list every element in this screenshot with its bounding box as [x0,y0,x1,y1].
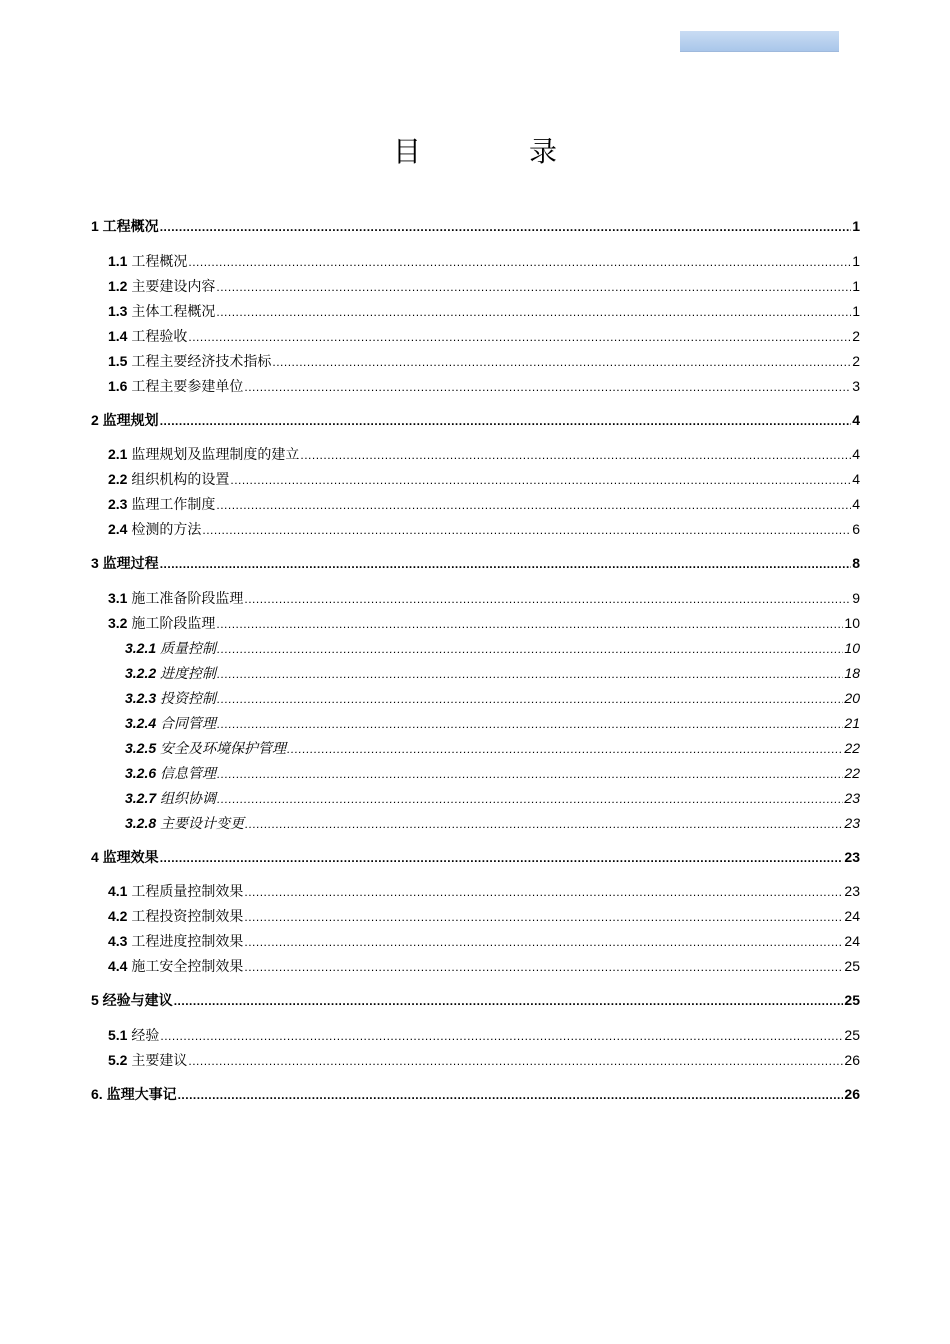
toc-entry-label [125,789,216,807]
toc-entry-text: 经验与建议 [98,992,173,1008]
toc-dot-leader [217,789,843,808]
toc-entry-text: 监理规划及监理制度的建立 [127,446,300,462]
toc-entry-text: 质量控制 [156,640,217,656]
toc-dot-leader [244,377,851,396]
toc-entry[interactable] [108,252,860,271]
toc-entry-label [108,1026,159,1044]
toc-entry-page-number: 24 [844,933,860,949]
toc-entry-page-number: 4 [852,496,860,512]
toc-dot-leader [244,957,843,976]
toc-entry-number: 3.2 [108,615,128,631]
toc-entry-number: 4.4 [108,958,128,974]
toc-entry-page-number: 25 [844,958,860,974]
toc-entry-label [108,1051,187,1069]
toc-dot-leader [272,352,851,371]
toc-entry-label [125,764,216,782]
toc-dot-leader [217,689,843,708]
toc-entry[interactable] [108,932,860,951]
toc-entry[interactable] [108,277,860,296]
toc-entry[interactable] [108,882,860,901]
toc-entry-number: 1.1 [108,253,128,269]
toc-entry-page-number: 10 [844,615,860,631]
toc-entry[interactable] [125,714,860,733]
toc-dot-leader [245,814,843,833]
toc-dot-leader [174,991,844,1010]
toc-entry[interactable] [91,411,860,430]
toc-entry-text: 主要建议 [127,1052,188,1068]
toc-entry-page-number: 1 [852,218,860,234]
toc-entry-text: 信息管理 [156,765,217,781]
toc-entry-number: 1.2 [108,278,128,294]
toc-entry-page-number: 1 [852,253,860,269]
toc-entry[interactable] [91,554,860,573]
toc-entry[interactable] [125,639,860,658]
toc-entry[interactable] [108,302,860,321]
toc-entry-label [108,470,229,488]
toc-entry[interactable] [108,1026,860,1045]
toc-entry-number: 4 [91,849,99,865]
toc-entry-number: 3.2.4 [125,715,157,731]
toc-entry-number: 1.5 [108,353,128,369]
toc-entry-number: 3.1 [108,590,128,606]
toc-entry-text: 施工安全控制效果 [127,958,244,974]
toc-entry[interactable] [125,739,860,758]
toc-entry-text: 安全及环境保护管理 [156,740,287,756]
toc-entry-text: 主要设计变更 [156,815,245,831]
toc-entry-page-number: 4 [852,471,860,487]
toc-entry[interactable] [125,814,860,833]
toc-entry-label [108,352,271,370]
toc-dot-leader [216,495,851,514]
toc-entry-number: 3.2.8 [125,815,157,831]
toc-dot-leader [217,639,843,658]
toc-entry[interactable] [108,520,860,539]
toc-dot-leader [244,907,843,926]
toc-entry-label [108,445,299,463]
toc-entry[interactable] [108,495,860,514]
toc-entry-label [108,614,215,632]
toc-entry[interactable] [108,470,860,489]
toc-entry-page-number: 1 [852,303,860,319]
toc-dot-leader [216,614,843,633]
toc-entry-number: 1.4 [108,328,128,344]
toc-entry-text: 工程主要参建单位 [127,378,244,394]
toc-dot-leader [160,411,852,430]
toc-entry-text: 合同管理 [156,715,217,731]
toc-dot-leader [160,217,852,236]
toc-entry-label [108,495,215,513]
toc-entry-text: 工程主要经济技术指标 [127,353,272,369]
toc-entry-number: 4.2 [108,908,128,924]
toc-entry[interactable] [91,1085,860,1104]
toc-entry-page-number: 8 [852,555,860,571]
toc-entry-text: 组织机构的设置 [127,471,230,487]
toc-entry-number: 1.3 [108,303,128,319]
toc-entry-label [108,327,187,345]
toc-entry-number: 5.2 [108,1052,128,1068]
toc-entry[interactable] [108,445,860,464]
toc-entry-page-number: 21 [844,715,860,731]
toc-entry-number: 1 [91,218,99,234]
toc-entry-number: 2.4 [108,521,128,537]
toc-entry-label [91,848,159,866]
toc-entry-number: 3.2.5 [125,740,157,756]
toc-entry-text: 监理规划 [98,412,159,428]
toc-entry-label [125,689,216,707]
toc-entry-page-number: 2 [852,328,860,344]
toc-entry-number: 1.6 [108,378,128,394]
toc-entry-label [108,907,243,925]
toc-entry-number: 2.2 [108,471,128,487]
toc-entry[interactable] [108,377,860,396]
toc-entry-text: 主要建设内容 [127,278,216,294]
page-title: 目 录 [392,135,597,168]
toc-entry-text: 进度控制 [156,665,217,681]
toc-dot-leader [188,327,851,346]
toc-entry-page-number: 4 [852,412,860,428]
toc-entry-number: 3.2.7 [125,790,157,806]
toc-entry-text: 经验 [127,1027,160,1043]
toc-entry-number: 5 [91,992,99,1008]
toc-entry-number: 2.3 [108,496,128,512]
toc-dot-leader [178,1085,844,1104]
toc-entry-label [125,739,286,757]
toc-entry[interactable] [91,848,860,867]
toc-entry-page-number: 22 [844,765,860,781]
toc-entry-label [108,957,243,975]
toc-entry-text: 监理过程 [98,555,159,571]
toc-entry-text: 施工准备阶段监理 [127,590,244,606]
toc-entry-page-number: 23 [844,849,860,865]
toc-entry[interactable] [125,789,860,808]
toc-entry-page-number: 20 [844,690,860,706]
toc-entry-label [108,277,215,295]
toc-entry-page-number: 18 [844,665,860,681]
toc-dot-leader [216,302,851,321]
toc-entry-page-number: 25 [844,1027,860,1043]
toc-entry-number: 5.1 [108,1027,128,1043]
toc-entry-label [108,520,201,538]
toc-entry-text: 监理效果 [98,849,159,865]
toc-entry-label [91,217,159,235]
toc-entry-text: 主体工程概况 [127,303,216,319]
toc-entry-label [125,664,216,682]
toc-entry-text: 检测的方法 [127,521,202,537]
toc-entry-text: 工程概况 [127,253,188,269]
toc-entry-text: 工程验收 [127,328,188,344]
toc-entry-label [108,882,243,900]
toc-dot-leader [217,764,843,783]
toc-entry-text: 工程概况 [98,218,159,234]
toc-entry-label [91,411,159,429]
toc-entry-page-number: 4 [852,446,860,462]
toc-dot-leader [160,554,852,573]
toc-entry[interactable] [108,589,860,608]
toc-entry-number: 4.1 [108,883,128,899]
toc-entry-page-number: 24 [844,908,860,924]
toc-entry[interactable] [125,689,860,708]
toc-entry-number: 3.2.3 [125,690,157,706]
toc-entry-number: 2 [91,412,99,428]
toc-entry-number: 3.2.1 [125,640,157,656]
toc-entry-text: 监理工作制度 [127,496,216,512]
toc-entry-label [108,252,187,270]
toc-entry-label [108,302,215,320]
toc-entry-page-number: 25 [844,992,860,1008]
toc-entry-label [91,1085,177,1103]
toc-entry[interactable] [108,614,860,633]
toc-entry[interactable] [91,217,860,236]
toc-entry-page-number: 2 [852,353,860,369]
toc-entry[interactable] [125,664,860,683]
toc-entry-label [108,377,243,395]
toc-entry-label [91,991,173,1009]
toc-dot-leader [300,445,851,464]
toc-entry-page-number: 1 [852,278,860,294]
toc-entry-page-number: 26 [844,1086,860,1102]
toc-dot-leader [160,1026,843,1045]
toc-dot-leader [287,739,843,758]
toc-entry-page-number: 22 [844,740,860,756]
header-decoration-bar [680,31,839,52]
toc-dot-leader [188,1051,843,1070]
toc-entry-number: 3.2.6 [125,765,157,781]
toc-entry[interactable] [91,991,860,1010]
toc-entry-page-number: 23 [844,790,860,806]
toc-entry-page-number: 3 [852,378,860,394]
toc-dot-leader [244,589,851,608]
toc-entry-label [125,814,244,832]
toc-entry-page-number: 23 [844,815,860,831]
toc-entry[interactable] [108,327,860,346]
toc-entry[interactable] [108,1051,860,1070]
toc-entry-text: 监理大事记 [102,1086,177,1102]
toc-dot-leader [202,520,851,539]
toc-entry-label [125,639,216,657]
toc-entry-text: 投资控制 [156,690,217,706]
toc-entry-text: 工程投资控制效果 [127,908,244,924]
toc-dot-leader [244,932,843,951]
toc-dot-leader [217,664,843,683]
toc-entry-number: 3 [91,555,99,571]
toc-dot-leader [230,470,851,489]
toc-entry-page-number: 6 [852,521,860,537]
toc-entry-page-number: 10 [844,640,860,656]
toc-entry-text: 组织协调 [156,790,217,806]
toc-entry-label [125,714,216,732]
toc-entry-label [91,554,159,572]
toc-entry-number: 6. [91,1086,103,1102]
toc-entry-number: 2.1 [108,446,128,462]
toc-entry-page-number: 26 [844,1052,860,1068]
toc-dot-leader [217,714,843,733]
toc-entry-page-number: 23 [844,883,860,899]
toc-entry-page-number: 9 [852,590,860,606]
toc-entry-text: 工程进度控制效果 [127,933,244,949]
toc-dot-leader [244,882,843,901]
toc-entry-label [108,589,243,607]
toc-dot-leader [160,848,844,867]
toc-entry[interactable] [108,957,860,976]
toc-entry-number: 4.3 [108,933,128,949]
toc-dot-leader [216,277,851,296]
toc-entry[interactable] [108,907,860,926]
toc-entry-text: 施工阶段监理 [127,615,216,631]
toc-dot-leader [188,252,851,271]
toc-entry-number: 3.2.2 [125,665,157,681]
toc-entry-text: 工程质量控制效果 [127,883,244,899]
toc-entry[interactable] [125,764,860,783]
toc-entry[interactable] [108,352,860,371]
toc-entry-label [108,932,243,950]
